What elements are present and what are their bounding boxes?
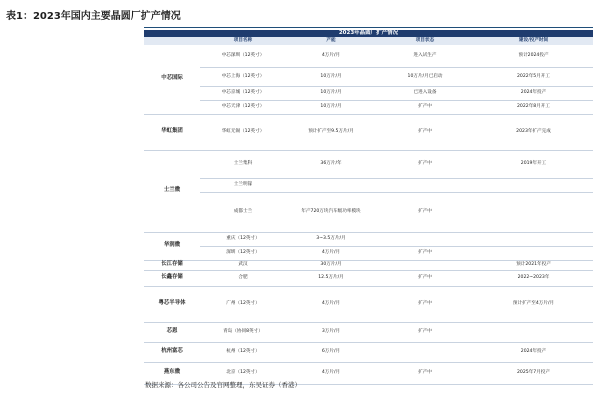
capacity-cell: 4万片/月 [286,246,376,260]
schedule-cell: 2022年5月开工 [474,67,593,86]
company-cell: 长江存储 [144,260,200,270]
capacity-cell: 4万片/月 [286,286,376,322]
schedule-cell: 2019年开工 [474,150,593,178]
table-title: 2023年晶圆厂扩产情况 [144,30,593,37]
table-row [144,270,593,286]
company-cell: 长鑫存储 [144,270,200,286]
project-cell: 北京（12英寸） [200,362,286,384]
schedule-cell [474,178,593,192]
capacity-cell: 3~3.5万片/月 [286,232,376,246]
project-cell: 重庆（12英寸） [200,232,286,246]
table-row [144,150,593,178]
company-cell: 士兰微 [144,150,200,232]
project-cell: 中芯上海（12英寸） [200,67,286,86]
capacity-cell: 10万片/月 [286,67,376,86]
status-cell: 扩产中 [376,114,474,150]
company-cell: 杭州富芯 [144,342,200,362]
capacity-cell: 36万片/年 [286,150,376,178]
capacity-cell: 30万片/月 [286,260,376,270]
status-cell: 扩产中 [376,270,474,286]
project-cell: 杭州（12英寸） [200,342,286,362]
schedule-cell: 2023年扩产完成 [474,114,593,150]
table-caption: 表1：2023年国内主要晶圆厂扩产情况 [6,11,181,22]
project-cell: 中芯京城（12英寸） [200,86,286,100]
status-cell [376,232,474,246]
capacity-cell: 10万片/月 [286,86,376,100]
schedule-cell [474,232,593,246]
table-row [144,286,593,322]
schedule-cell [474,192,593,232]
company-cell: 中芯国际 [144,45,200,114]
table-row [144,260,593,270]
status-cell: 扩产中 [376,100,474,114]
project-cell: 广州（12英寸） [200,286,286,322]
schedule-cell [474,322,593,342]
status-cell: 已进入设备 [376,86,474,100]
table-row [144,86,593,100]
status-cell [376,342,474,362]
table-row [144,192,593,232]
table-row [144,100,593,114]
schedule-cell: 2022~2023年 [474,270,593,286]
table-row [144,246,593,260]
capacity-cell [286,178,376,192]
project-cell: 青岛（协同8英寸） [200,322,286,342]
capacity-cell: 3万片/月 [286,322,376,342]
company-cell: 华虹集团 [144,114,200,150]
capacity-cell: 12.5万片/月 [286,270,376,286]
project-cell: 士兰明镓 [200,178,286,192]
project-cell: 士兰集科 [200,150,286,178]
fab-expansion-table [144,30,593,385]
schedule-cell: 2024年投产 [474,342,593,362]
schedule-cell: 2022年8月开工 [474,100,593,114]
status-cell [376,260,474,270]
schedule-cell: 2024年投产 [474,86,593,100]
schedule-cell [474,246,593,260]
header-capacity: 产能 [286,37,376,45]
capacity-cell: 10万片/月 [286,100,376,114]
project-cell: 合肥 [200,270,286,286]
table-row [144,232,593,246]
company-cell: 华润微 [144,232,200,260]
status-cell: 扩产中 [376,362,474,384]
schedule-cell: 预计2024投产 [474,45,593,67]
project-cell: 中芯深圳（12英寸） [200,45,286,67]
status-cell: 扩产中 [376,150,474,178]
status-cell: 10万片/月已启动 [376,67,474,86]
table-row [144,114,593,150]
schedule-cell: 2025年7月投产 [474,362,593,384]
company-cell: 燕东微 [144,362,200,384]
status-cell: 扩产中 [376,246,474,260]
schedule-cell: 预计扩产至4万片/月 [474,286,593,322]
status-cell: 扩产中 [376,322,474,342]
project-cell: 华虹无锡（12英寸） [200,114,286,150]
capacity-cell: 6万片/月 [286,342,376,362]
caption-divider [144,27,593,28]
status-cell: 进入试生产 [376,45,474,67]
header-schedule: 建设/投产时间 [474,37,593,45]
schedule-cell: 预计2021年投产 [474,260,593,270]
capacity-cell: 年产720万块汽车级功率模块 [286,192,376,232]
capacity-cell: 预计扩产至9.5万片/月 [286,114,376,150]
status-cell: 扩产中 [376,192,474,232]
project-cell: 中芯天津（12英寸） [200,100,286,114]
table-row [144,322,593,342]
header-company [144,37,200,45]
header-status: 项目状态 [376,37,474,45]
company-cell: 芯恩 [144,322,200,342]
table-row [144,45,593,67]
status-cell [376,178,474,192]
company-cell: 粤芯半导体 [144,286,200,322]
header-project: 项目名称 [200,37,286,45]
project-cell: 深圳（12英寸） [200,246,286,260]
capacity-cell: 4万片/月 [286,45,376,67]
status-cell: 扩产中 [376,286,474,322]
source-note: 数据来源：各公司公告及官网整理，东吴证券（香港） [145,381,301,389]
capacity-cell: 4万片/月 [286,362,376,384]
table-row [144,178,593,192]
project-cell: 成都士兰 [200,192,286,232]
table-row [144,342,593,362]
table-row [144,67,593,86]
project-cell: 武汉 [200,260,286,270]
